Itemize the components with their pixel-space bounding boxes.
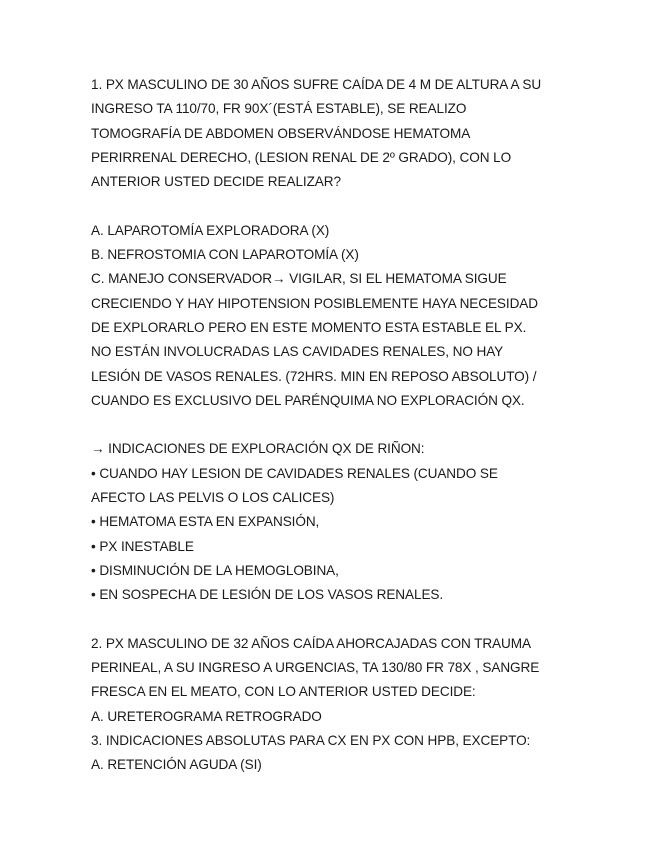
question-3-answer: A. RETENCIÓN AGUDA (SI) [91, 757, 262, 773]
question-1-line: 1. PX MASCULINO DE 30 AÑOS SUFRE CAÍDA DE 4 M DE ALTURA A SU [91, 77, 542, 92]
question-3 [91, 729, 581, 778]
question-1-line: TOMOGRAFÍA DE ABDOMEN OBSERVÁNDOSE HEMATOMA [91, 125, 471, 141]
option-c-line: CRECIENDO Y HAY HIPOTENSION POSIBLEMENTE HAYA NECESIDAD [91, 295, 538, 311]
option-c-line: LESIÓN DE VASOS RENALES. (72HRS. MIN EN REPOSO ABSOLUTO) / [91, 368, 537, 384]
option-b: B. NEFROSTOMIA CON LAPAROTOMÍA (X) [91, 247, 359, 263]
option-c-line: C. MANEJO CONSERVADOR→ VIGILAR, SI EL HEMATOMA SIGUE [91, 271, 507, 287]
document-page [91, 73, 581, 778]
indications-heading: → INDICACIONES DE EXPLORACIÓN QX DE RIÑON: [91, 441, 425, 457]
question-2-line: 2. PX MASCULINO DE 32 AÑOS CAÍDA AHORCAJADAS CON TRAUMA [91, 635, 531, 651]
paragraph-gap [91, 194, 581, 218]
option-c-line: CUANDO ES EXCLUSIVO DEL PARÉNQUIMA NO EXPLORACIÓN QX. [91, 392, 525, 408]
question-1-line: INGRESO TA 110/70, FR 90X´(ESTÁ ESTABLE), SE REALIZO [91, 101, 467, 117]
indication-bullet: AFECTO LAS PELVIS O LOS CALICES) [91, 490, 335, 506]
question-2-line: PERINEAL, A SU INGRESO A URGENCIAS, TA 130/80 FR 78X , SANGRE [91, 660, 540, 676]
question-1-line: ANTERIOR USTED DECIDE REALIZAR? [91, 174, 341, 190]
question-2-line: FRESCA EN EL MEATO, CON LO ANTERIOR USTED DECIDE: [91, 684, 476, 700]
question-2-answer: A. URETEROGRAMA RETROGRADO [91, 708, 322, 724]
question-1-options [91, 219, 581, 413]
indication-bullet: • HEMATOMA ESTA EN EXPANSIÓN, [91, 514, 320, 530]
question-1-line: PERIRRENAL DERECHO, (LESION RENAL DE 2º GRADO), CON LO [91, 149, 512, 165]
question-2 [91, 632, 581, 729]
indication-bullet: • PX INESTABLE [91, 538, 194, 554]
indication-bullet: • EN SOSPECHA DE LESIÓN DE LOS VASOS RENALES. [91, 587, 444, 603]
option-a: A. LAPAROTOMÍA EXPLORADORA (X) [91, 222, 330, 238]
question-1 [91, 73, 581, 194]
indication-bullet: • CUANDO HAY LESION DE CAVIDADES RENALES (CUANDO SE [91, 465, 498, 481]
indication-bullet: • DISMINUCIÓN DE LA HEMOGLOBINA, [91, 562, 339, 578]
indications-section [91, 437, 581, 607]
option-c-line: DE EXPLORARLO PERO EN ESTE MOMENTO ESTA ESTABLE EL PX. [91, 319, 527, 335]
paragraph-gap [91, 413, 581, 437]
option-c-line: NO ESTÁN INVOLUCRADAS LAS CAVIDADES RENALES, NO HAY [91, 344, 504, 360]
question-3-text: 3. INDICACIONES ABSOLUTAS PARA CX EN PX CON HPB, EXCEPTO: [91, 733, 531, 749]
paragraph-gap [91, 608, 581, 632]
